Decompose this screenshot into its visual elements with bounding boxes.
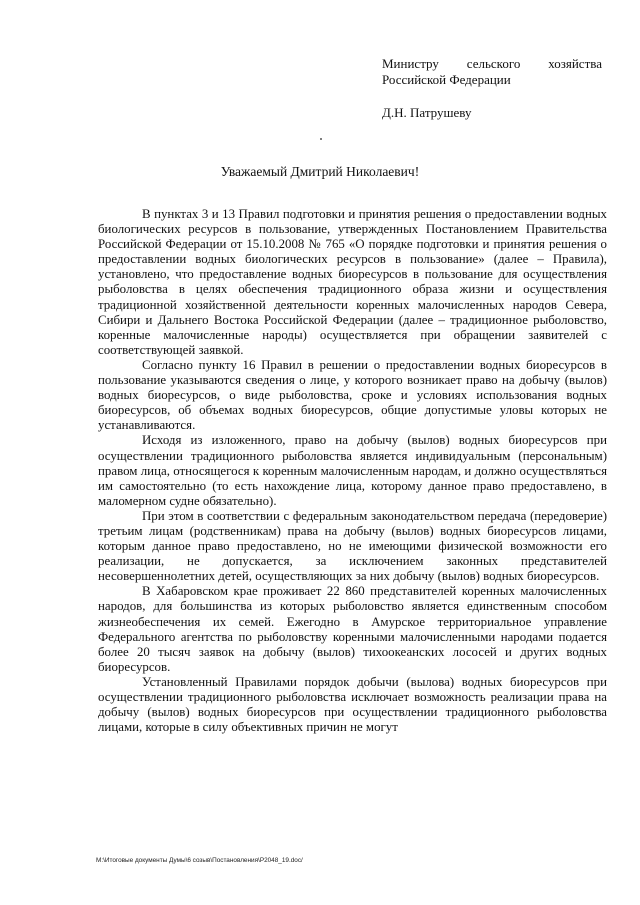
body-paragraph: Установленный Правилами порядок добычи (вылова) водных биоресурсов при осуществлении традиционного рыболовства исключает возможность реализации права на добычу (вылов) водных биоресурсов при осуществлении традиционного рыболовства лицами, которые в силу объективных причин не могут	[98, 674, 607, 735]
salutation: Уважаемый Дмитрий Николаевич!	[220, 164, 420, 179]
addressee-organization: Российской Федерации	[382, 72, 511, 87]
body-paragraph: Согласно пункту 16 Правил в решении о предоставлении водных биоресурсов в пользование указываются сведения о лице, у которого возникает право на добычу (вылов) водных биоресурсов, о виде рыболовства, сроке и условиях использования водных биоресурсов, об объемах водных биоресурсов, общие допустимые уловы которых не устанавливаются.	[98, 357, 607, 433]
addressee-position: Министру сельского хозяйства	[382, 56, 602, 71]
addressee-block	[382, 56, 602, 88]
scan-speck	[320, 138, 322, 140]
addressee-name: Д.Н. Патрушеву	[382, 105, 472, 120]
letter-body	[98, 207, 607, 735]
body-paragraph: В Хабаровском крае проживает 22 860 представителей коренных малочисленных народов, для большинства из которых рыболовство является единственным способом жизнеобеспечения их семей. Ежегодно в Амурское территориальное управление Федерального агентства по рыболовству коренными малочисленными народами подается более 20 тысяч заявок на добычу (вылов) тихоокеанских лососей и других водных биоресурсов.	[98, 584, 607, 674]
document-file-path: M:\Итоговые документы Думы\6 созыв\Постановления\P2048_19.doc/	[96, 857, 303, 864]
body-paragraph: В пунктах 3 и 13 Правил подготовки и принятия решения о предоставлении водных биологических ресурсов в пользование, утвержденных Постановлением Правительства Российской Федерации от 15.10.2008 № 765 «О порядке подготовки и принятия решения о предоставлении водных биологических ресурсов в пользование» (далее – Правила), установлено, что предоставление водных биоресурсов в пользование для осуществления рыболовства в целях обеспечения традиционного образа жизни и осуществления традиционной хозяйственной деятельности коренных малочисленных народов Севера, Сибири и Дальнего Востока Российской Федерации (далее – традиционное рыболовство, коренные малочисленные народы) осуществляется при обращении заявителей с соответствующей заявкой.	[98, 207, 607, 357]
body-paragraph: Исходя из изложенного, право на добычу (вылов) водных биоресурсов при осуществлении традиционного рыболовства является индивидуальным (персональным) правом лица, относящегося к коренным малочисленным народам, и должно осуществляться им самостоятельно (то есть нахождение лица, которому данное право предоставлено, в маломерном судне обязательно).	[98, 433, 607, 508]
body-paragraph: При этом в соответствии с федеральным законодательством передача (передоверие) третьим лицам (родственникам) права на добычу (вылов) водных биоресурсов лицами, которым данное право предоставлено, но не имеющими физической возможности его реализации, не допускается, за исключением законных представителей несовершеннолетних детей, осуществляющих за них добычу (вылов) водных биоресурсов.	[98, 508, 607, 584]
